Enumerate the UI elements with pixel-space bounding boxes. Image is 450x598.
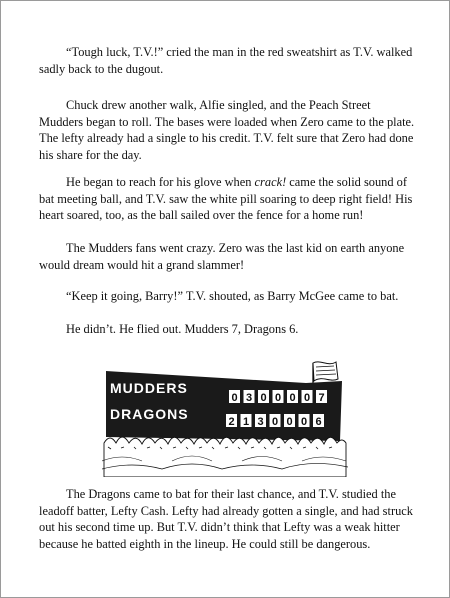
inning-score: 2: [228, 416, 235, 428]
paragraph-4: The Mudders fans went crazy. Zero was the last kid on earth anyone would dream would hit a grand slammer!: [39, 241, 405, 272]
inning-score: 0: [289, 392, 296, 404]
inning-score: 0: [271, 416, 279, 428]
paragraph-3-before: He began to reach for his glove when: [66, 175, 255, 189]
inning-score: 0: [260, 392, 267, 404]
team1-innings: [229, 390, 327, 404]
inning-score: 0: [300, 416, 308, 428]
paragraph-1: “Tough luck, T.V.!” cried the man in the red sweatshirt as T.V. walked sadly back to the dugout.: [39, 45, 413, 76]
inning-score: 3: [257, 416, 264, 428]
inning-score: 0: [231, 392, 238, 404]
team1-name: MUDDERS: [110, 380, 188, 396]
crack-italic: crack!: [254, 175, 287, 189]
inning-score: 0: [303, 392, 311, 404]
flag: [313, 362, 338, 381]
paragraph-5: “Keep it going, Barry!” T.V. shouted, as Barry McGee came to bat.: [66, 289, 399, 303]
paragraph-2: Chuck drew another walk, Alfie singled, and the Peach Street Mudders began to roll. The bases were loaded when Zero came to the plate. The lefty already had a single to his credit. T.V. felt sure that Zero had done his share for the day.: [39, 98, 415, 163]
scoreboard-illustration: [102, 357, 348, 477]
inning-score: 6: [315, 416, 322, 428]
inning-score: 0: [286, 416, 293, 428]
paragraph-3-after: came the solid sound of bat meeting ball, and T.V. saw the white pill soaring to deep right field! His heart soared, too, as the ball sailed over the fence for a home run!: [39, 175, 413, 223]
paragraph-3: [39, 174, 417, 224]
crowd: [104, 437, 346, 477]
inning-score: 1: [242, 416, 250, 428]
team2-innings: [226, 414, 324, 428]
inning-score: 0: [274, 392, 282, 404]
paragraph-6: He didn’t. He flied out. Mudders 7, Dragons 6.: [66, 322, 299, 336]
paragraph-7: The Dragons came to bat for their last chance, and T.V. studied the leadoff batter, Lefty Cash. Lefty had already gotten a single, and had struck out his second time up. But T.V. didn’t think that Lefty was a weak hitter because he batted eighth in the lineup. He could still be dangerous.: [39, 487, 413, 552]
inning-score: 7: [318, 392, 325, 404]
inning-score: 3: [245, 392, 253, 404]
team2-name: DRAGONS: [110, 406, 189, 422]
